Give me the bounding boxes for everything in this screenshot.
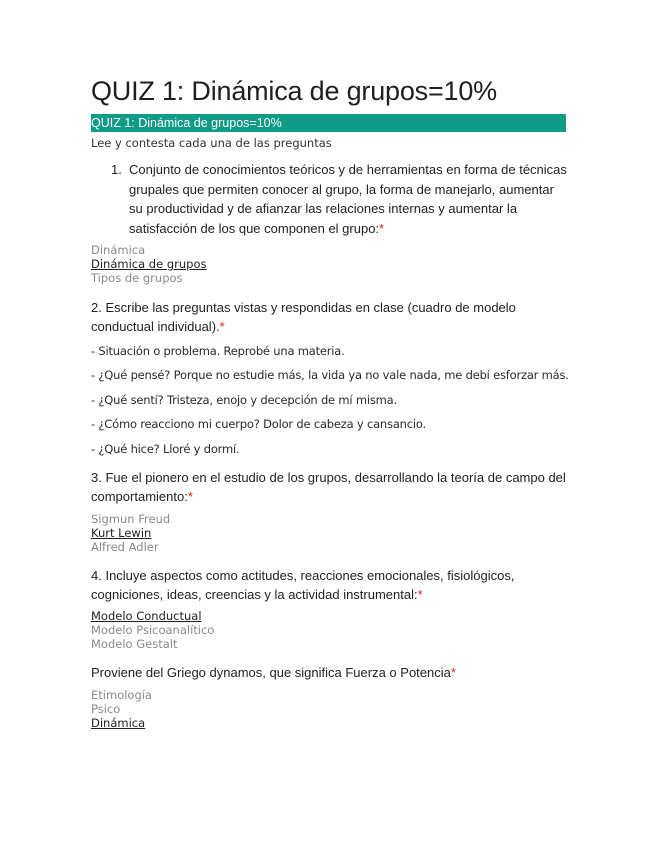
option-tipos-de-grupos[interactable]: Tipos de grupos — [91, 271, 183, 286]
question-4 — [91, 566, 566, 604]
question-3 — [91, 468, 566, 506]
option-psico[interactable]: Psico — [91, 702, 121, 717]
quiz-header-banner: QUIZ 1: Dinámica de grupos=10% — [91, 114, 566, 132]
question-1-options — [91, 243, 206, 286]
option-modelo-conductual-selected[interactable]: Modelo Conductual — [91, 609, 202, 623]
question-1 — [111, 160, 571, 238]
question-5-options — [91, 688, 152, 731]
answer-line: - ¿Qué hice? Lloré y dormí. — [91, 442, 240, 456]
question-3-text: 3. Fue el pionero en el estudio de los grupos, desarrollando la teoría de campo del comportamiento: — [91, 470, 566, 504]
question-1-number: 1. — [111, 162, 122, 177]
quiz-instructions: Lee y contesta cada una de las preguntas — [91, 136, 332, 150]
option-alfred-adler[interactable]: Alfred Adler — [91, 540, 159, 555]
required-asterisk: * — [219, 319, 225, 334]
option-sigmun-freud[interactable]: Sigmun Freud — [91, 512, 171, 526]
question-3-options — [91, 512, 170, 555]
page-title: QUIZ 1: Dinámica de grupos=10% — [91, 76, 497, 106]
option-dinamica-de-grupos-selected[interactable]: Dinámica de grupos — [91, 257, 207, 272]
option-etimologia[interactable]: Etimología — [91, 688, 152, 702]
question-2-text: 2. Escribe las preguntas vistas y respondidas en clase (cuadro de modelo conductual individual). — [91, 300, 516, 334]
answer-line: - ¿Cómo reacciono mi cuerpo? Dolor de cabeza y cansancio. — [91, 417, 426, 431]
option-modelo-psicoanalitico[interactable]: Modelo Psicoanalítico — [91, 623, 215, 638]
question-4-options — [91, 609, 214, 652]
question-2 — [91, 298, 566, 336]
required-asterisk: * — [417, 587, 423, 602]
question-1-label: Conjunto de conocimientos teóricos y de herramientas en forma de técnicas grupales que permiten conocer al grupo, la forma de manejarlo, aumentar su productividad y de afianzar las relaciones internas y aumentar la satisfacción de los que componen el grupo: — [129, 162, 567, 236]
option-kurt-lewin-selected[interactable]: Kurt Lewin — [91, 526, 152, 541]
option-dinamica-selected[interactable]: Dinámica — [91, 716, 146, 731]
question-4-text: 4. Incluye aspectos como actitudes, reacciones emocionales, fisiológicos, cogniciones, ideas, creencias y la actividad instrumental: — [91, 568, 515, 602]
option-dinamica[interactable]: Dinámica — [91, 243, 146, 257]
question-5 — [91, 663, 566, 682]
question-5-text: Proviene del Griego dynamos, que significa Fuerza o Potencia — [91, 665, 451, 680]
answer-line: - ¿Qué pensé? Porque no estudie más, la vida ya no vale nada, me debí esforzar más. — [91, 368, 569, 382]
answer-line: - Situación o problema. Reprobé una materia. — [91, 344, 345, 358]
required-asterisk: * — [187, 489, 193, 504]
question-1-text — [129, 160, 571, 238]
required-asterisk: * — [450, 665, 456, 680]
answer-line: - ¿Qué sentí? Tristeza, enojo y decepción de mí misma. — [91, 393, 397, 407]
option-modelo-gestalt[interactable]: Modelo Gestalt — [91, 637, 178, 652]
required-asterisk: * — [379, 220, 385, 236]
